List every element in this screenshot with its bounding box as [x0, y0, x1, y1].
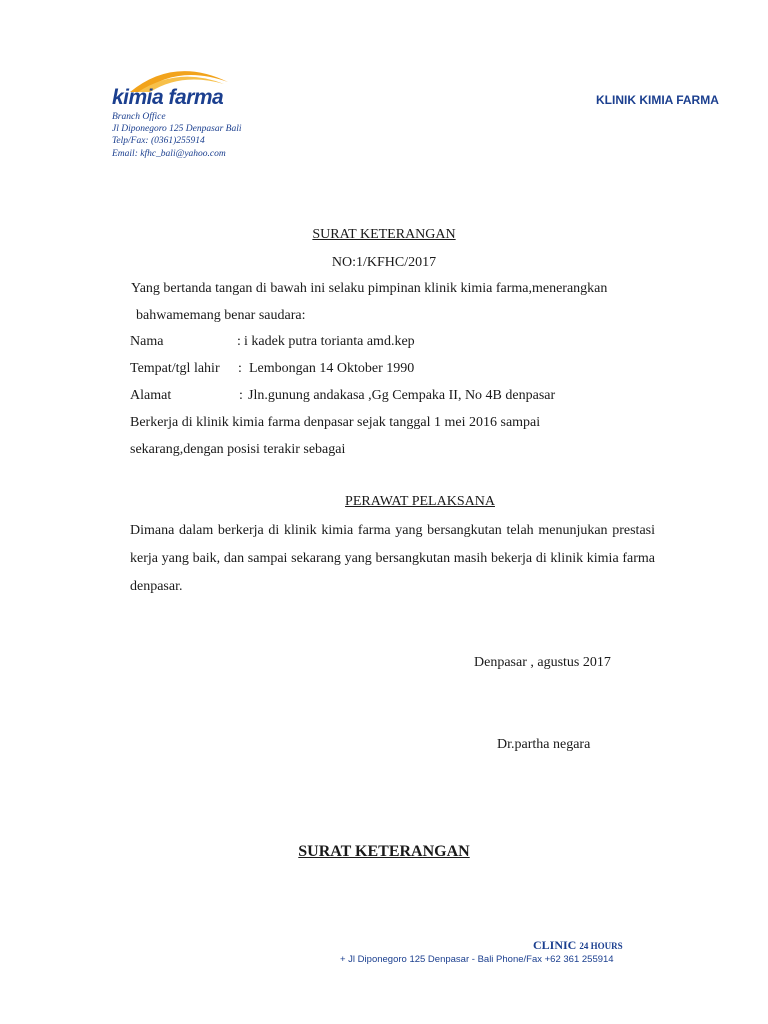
letter-title: SURAT KETERANGAN — [312, 227, 456, 242]
intro-line-1: Yang bertanda tangan di bawah ini selaku pimpinan klinik kimia farma,menerangkan — [131, 281, 608, 296]
signatory-name: Dr.partha negara — [497, 737, 591, 752]
body-paragraph: Dimana dalam berkerja di klinik kimia farma yang bersangkutan telah menunjukan prestasi kerja yang baik, dan sampai sekarang yang bersangkutan masih bekerja di klinik kimia farma denpasar. — [130, 523, 655, 594]
place-date: Denpasar , agustus 2017 — [474, 655, 611, 670]
company-logo — [112, 62, 262, 112]
field-value-alamat: Jln.gunung andakasa ,Gg Cempaka II, No 4B denpasar — [248, 388, 556, 403]
branch-email: Email: kfhc_bali@yahoo.com — [112, 148, 226, 159]
footer-clinic-24 — [533, 938, 623, 953]
field-sep-alamat: : — [239, 388, 243, 403]
letter-number: NO:1/KFHC/2017 — [331, 255, 437, 270]
footer-clinic-label: CLINIC — [533, 938, 577, 952]
footer-hours-label: 24 HOURS — [579, 941, 623, 951]
field-sep-nama: : — [237, 334, 241, 349]
field-label-nama: Nama — [130, 334, 164, 349]
position-title: PERAWAT PELAKSANA — [345, 494, 495, 509]
footer-address: + Jl Diponegoro 125 Denpasar - Bali Phone/Fax +62 361 255914 — [340, 954, 614, 965]
field-label-ttl: Tempat/tgl lahir — [130, 361, 220, 376]
intro-line-2: bahwamemang benar saudara: — [136, 308, 306, 323]
branch-info — [112, 111, 241, 160]
field-label-alamat: Alamat — [130, 388, 172, 403]
branch-office-label: Branch Office — [112, 112, 166, 122]
branch-telp-fax: Telp/Fax: (0361)255914 — [112, 136, 205, 147]
field-value-nama: i kadek putra torianta amd.kep — [244, 334, 415, 349]
work-line-2: sekarang,dengan posisi terakir sebagai — [130, 442, 346, 457]
logo-wordmark: kimia farma — [112, 86, 224, 109]
clinic-name-header: KLINIK KIMIA FARMA — [596, 93, 719, 107]
field-sep-ttl: : — [238, 361, 242, 376]
branch-address: Jl Diponegoro 125 Denpasar Bali — [112, 124, 242, 135]
bottom-title: SURAT KETERANGAN — [298, 843, 470, 860]
field-value-ttl: Lembongan 14 Oktober 1990 — [249, 361, 415, 376]
work-line-1: Berkerja di klinik kimia farma denpasar sejak tanggal 1 mei 2016 sampai — [130, 415, 541, 430]
